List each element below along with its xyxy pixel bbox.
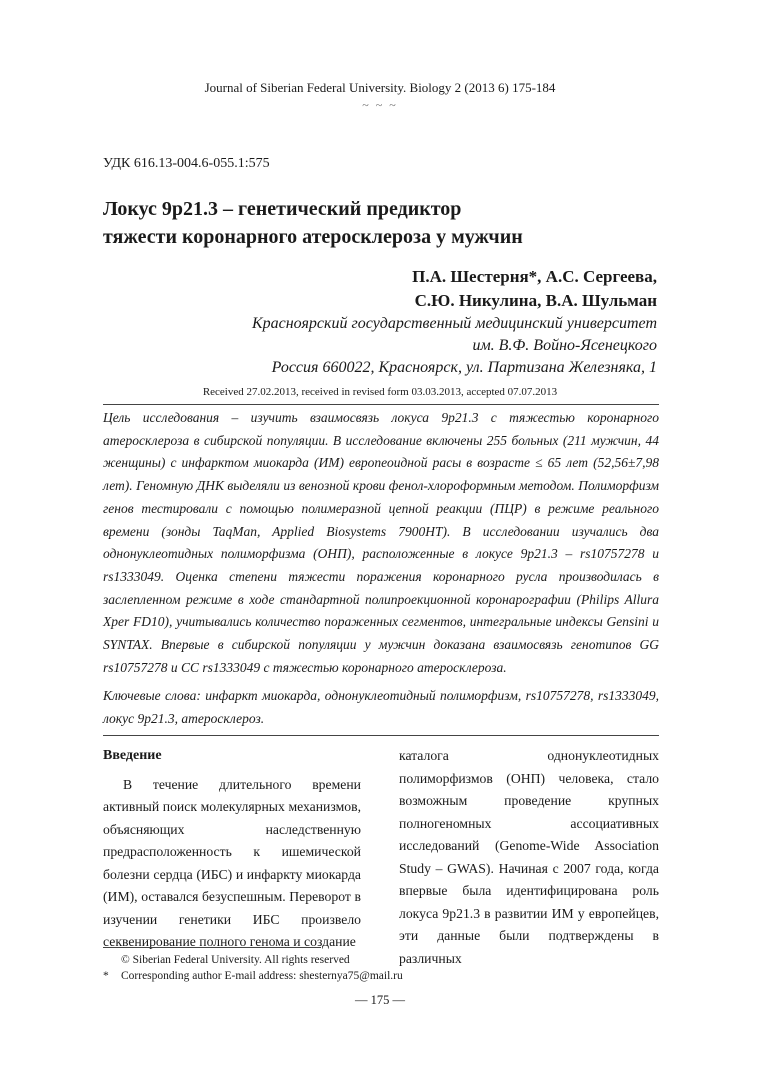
authors: [412, 265, 657, 313]
corresponding-text: Corresponding author E-mail address: shesternya75@mail.ru: [121, 970, 403, 982]
authors-line-1: П.А. Шестерня*, А.С. Сергеева,: [412, 267, 657, 286]
title-line-1: Локус 9р21.3 – генетический предиктор: [103, 198, 462, 220]
intro-right-column: [399, 745, 659, 970]
affiliation-line-3: Россия 660022, Красноярск, ул. Партизана Железняка, 1: [271, 359, 657, 376]
header-ornament: ~ ~ ~: [362, 98, 398, 112]
intro-left-column: [103, 745, 361, 954]
corresponding-note: [103, 968, 403, 984]
footnote-asterisk: *: [103, 970, 109, 982]
abstract-text: Цель исследования – изучить взаимосвязь локуса 9р21.3 с тяжестью коронарного атеросклероза в сибирской популяции. В исследование включены 255 больных (211 мужчин, 44 женщины) с инфарктом миокарда (ИМ) европеоидной расы в возрасте ≤ 65 лет (52,56±7,98 лет). Геномную ДНК выделяли из венозной крови фенол-хлороформным методом. Полиморфизм генов тестировали с помощью полимеразной цепной реакции (ПЦР) в режиме реального времени (зонды TaqMan, Applied Biosystems 7900HT). В исследовании изучались два однонуклеотидных полиморфизма (ОНП), расположенные в локусе 9р21.3 – rs10757278 и rs1333049. Оценка степени тяжести поражения коронарного русла производилась в заслепленном режиме в ходе стандартной полипроекционной коронарографии (Philips Allura Xper FD10), учитывались количество пораженных сегментов, интегральные индексы Gensini и SYNTAX. Впервые в сибирской популяции у мужчин доказана взаимосвязь генотипов GG rs10757278 и CC rs1333049 с тяжестью коронарного атеросклероза.: [103, 410, 659, 675]
intro-paragraph-right: каталога однонуклеотидных полиморфизмов (ОНП) человека, стало возможным проведение крупных полногеномных ассоциативных исследований (Genome-Wide Association Study – GWAS). Начиная с 2007 года, когда впервые была идентифицирована роль локуса 9р21.3 в развитии ИМ у европейцев, эти данные были подтверждены в различных: [399, 748, 659, 966]
journal-header: Journal of Siberian Federal University. Biology 2 (2013 6) 175-184: [204, 80, 556, 95]
authors-line-2: С.Ю. Никулина, В.А. Шульман: [414, 291, 657, 310]
udk-code: УДК 616.13-004.6-055.1:575: [103, 156, 270, 171]
section-heading: Введение: [103, 748, 162, 763]
page-number: — 175 —: [355, 993, 405, 1007]
keywords-bottom-rule: [103, 735, 659, 736]
affiliation: [252, 313, 657, 379]
footnote-rule: [103, 947, 321, 948]
copyright-note: © Siberian Federal University. All rights reserved: [121, 954, 350, 966]
article-title: [103, 195, 523, 251]
keywords: Ключевые слова: инфаркт миокарда, однонуклеотидный полиморфизм, rs10757278, rs1333049, локус 9р21.3, атеросклероз.: [103, 688, 659, 726]
intro-paragraph-left: В течение длительного времени активный поиск молекулярных механизмов, объясняющих наследственную предрасположенность к ишемической болезни сердца (ИБС) и инфаркту миокарда (ИМ), оставался безуспешным. Переворот в изучении генетики ИБС произвело секвенирование полного генома и создание: [103, 776, 361, 949]
abstract-top-rule: [103, 404, 659, 405]
affiliation-line-2: им. В.Ф. Войно-Ясенецкого: [472, 337, 657, 354]
received-dates: Received 27.02.2013, received in revised form 03.03.2013, accepted 07.07.2013: [202, 386, 558, 398]
title-line-2: тяжести коронарного атеросклероза у мужчин: [103, 226, 523, 248]
footnotes: [103, 952, 403, 984]
affiliation-line-1: Красноярский государственный медицинский университет: [252, 315, 657, 332]
